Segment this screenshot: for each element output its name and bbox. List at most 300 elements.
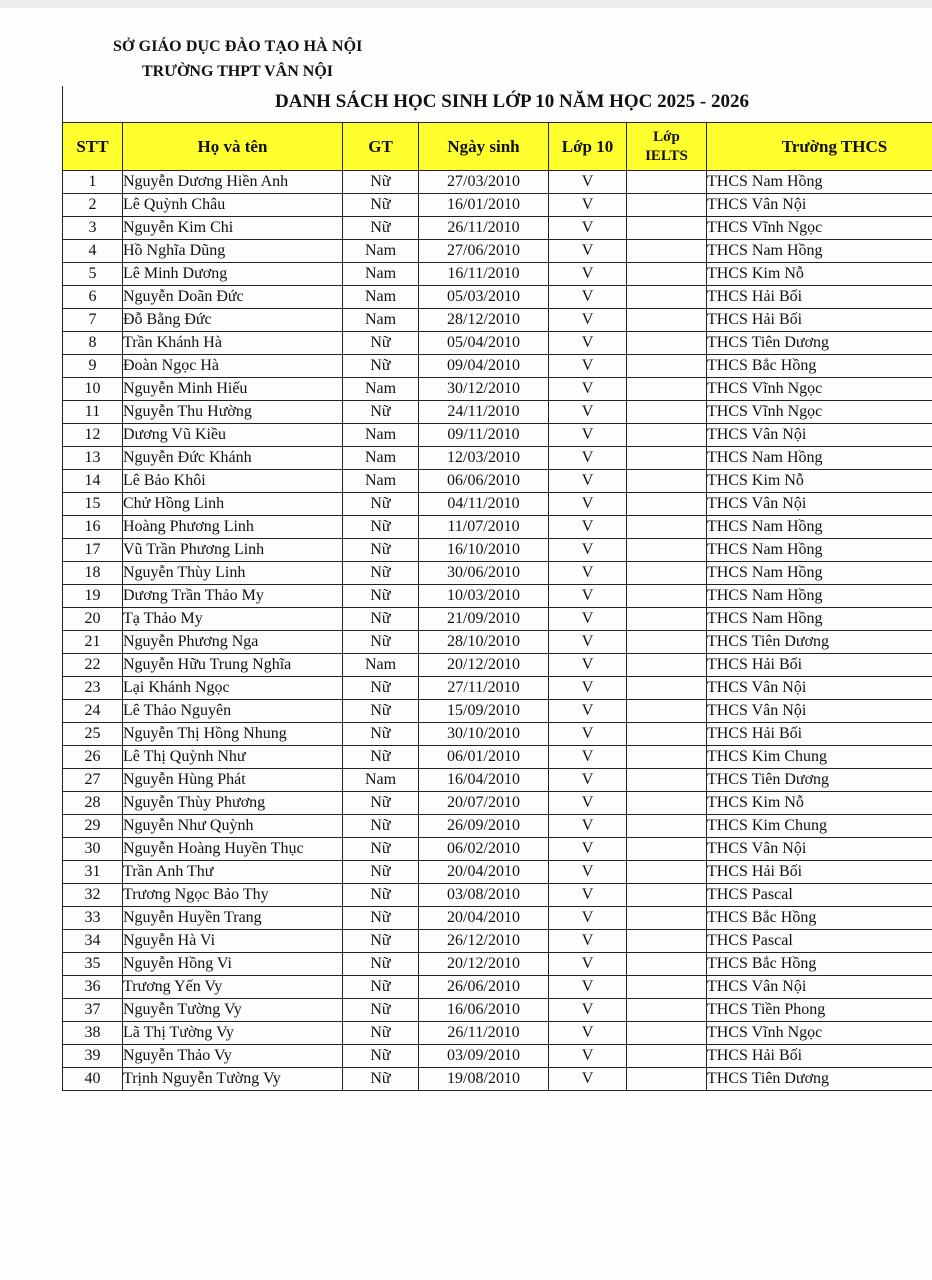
- cell-dob: 09/11/2010: [419, 424, 549, 447]
- cell-stt: 8: [63, 332, 123, 355]
- cell-stt: 20: [63, 608, 123, 631]
- cell-stt: 31: [63, 861, 123, 884]
- table-row: [63, 884, 932, 907]
- cell-school: THCS Tiên Dương: [707, 769, 932, 792]
- cell-school: THCS Pascal: [707, 930, 932, 953]
- col-stt: STT: [63, 123, 123, 171]
- cell-gender: Nam: [343, 470, 419, 493]
- cell-ielts: [627, 447, 707, 470]
- cell-school: THCS Nam Hồng: [707, 608, 932, 631]
- cell-name: Lê Thảo Nguyên: [123, 700, 343, 723]
- cell-dob: 26/11/2010: [419, 217, 549, 240]
- cell-dob: 16/04/2010: [419, 769, 549, 792]
- cell-grade10: V: [549, 723, 627, 746]
- cell-ielts: [627, 999, 707, 1022]
- cell-dob: 16/06/2010: [419, 999, 549, 1022]
- cell-gender: Nam: [343, 378, 419, 401]
- table-row: [63, 930, 932, 953]
- cell-grade10: V: [549, 355, 627, 378]
- cell-gender: Nữ: [343, 608, 419, 631]
- cell-stt: 36: [63, 976, 123, 999]
- cell-grade10: V: [549, 447, 627, 470]
- cell-school: THCS Kim Chung: [707, 746, 932, 769]
- cell-grade10: V: [549, 884, 627, 907]
- col-ielts-line1: Lớp: [653, 128, 680, 145]
- cell-grade10: V: [549, 861, 627, 884]
- cell-gender: Nữ: [343, 677, 419, 700]
- cell-dob: 06/01/2010: [419, 746, 549, 769]
- cell-name: Dương Trần Thảo My: [123, 585, 343, 608]
- cell-gender: Nam: [343, 769, 419, 792]
- school-name: TRƯỜNG THPT VÂN NỘI: [142, 63, 333, 80]
- table-row: [63, 309, 932, 332]
- cell-grade10: V: [549, 677, 627, 700]
- table-row: [63, 907, 932, 930]
- cell-stt: 12: [63, 424, 123, 447]
- cell-name: Trần Khánh Hà: [123, 332, 343, 355]
- cell-gender: Nữ: [343, 907, 419, 930]
- cell-school: THCS Nam Hồng: [707, 447, 932, 470]
- cell-name: Lê Thị Quỳnh Như: [123, 746, 343, 769]
- cell-ielts: [627, 424, 707, 447]
- organization-name: SỞ GIÁO DỤC ĐÀO TẠO HÀ NỘI: [113, 38, 363, 55]
- cell-school: THCS Nam Hồng: [707, 516, 932, 539]
- cell-grade10: V: [549, 516, 627, 539]
- col-dob: Ngày sinh: [419, 123, 549, 171]
- cell-stt: 6: [63, 286, 123, 309]
- cell-name: Hồ Nghĩa Dũng: [123, 240, 343, 263]
- cell-stt: 27: [63, 769, 123, 792]
- cell-gender: Nữ: [343, 631, 419, 654]
- col-ielts: [627, 123, 707, 171]
- cell-name: Nguyễn Hà Vi: [123, 930, 343, 953]
- cell-dob: 19/08/2010: [419, 1068, 549, 1091]
- cell-school: THCS Kim Nỗ: [707, 263, 932, 286]
- cell-grade10: V: [549, 1068, 627, 1091]
- cell-dob: 04/11/2010: [419, 493, 549, 516]
- cell-ielts: [627, 401, 707, 424]
- cell-name: Trương Ngọc Bảo Thy: [123, 884, 343, 907]
- cell-stt: 19: [63, 585, 123, 608]
- cell-school: THCS Tiên Dương: [707, 1068, 932, 1091]
- cell-dob: 26/09/2010: [419, 815, 549, 838]
- cell-name: Nguyễn Thị Hồng Nhung: [123, 723, 343, 746]
- cell-stt: 10: [63, 378, 123, 401]
- table-row: [63, 746, 932, 769]
- cell-school: THCS Hải Bối: [707, 861, 932, 884]
- cell-grade10: V: [549, 700, 627, 723]
- cell-name: Nguyễn Hoàng Huyền Thục: [123, 838, 343, 861]
- cell-school: THCS Nam Hồng: [707, 171, 932, 194]
- cell-grade10: V: [549, 608, 627, 631]
- cell-school: THCS Kim Chung: [707, 815, 932, 838]
- cell-ielts: [627, 884, 707, 907]
- table-row: [63, 861, 932, 884]
- cell-dob: 15/09/2010: [419, 700, 549, 723]
- cell-name: Hoàng Phương Linh: [123, 516, 343, 539]
- cell-school: THCS Vân Nội: [707, 194, 932, 217]
- cell-name: Nguyễn Thùy Linh: [123, 562, 343, 585]
- cell-grade10: V: [549, 1022, 627, 1045]
- cell-grade10: V: [549, 930, 627, 953]
- table-row: [63, 171, 932, 194]
- cell-gender: Nữ: [343, 171, 419, 194]
- col-school: Trường THCS: [707, 123, 932, 171]
- cell-stt: 7: [63, 309, 123, 332]
- cell-dob: 26/12/2010: [419, 930, 549, 953]
- cell-stt: 29: [63, 815, 123, 838]
- cell-school: THCS Nam Hồng: [707, 562, 932, 585]
- cell-ielts: [627, 723, 707, 746]
- cell-gender: Nữ: [343, 723, 419, 746]
- cell-grade10: V: [549, 585, 627, 608]
- cell-ielts: [627, 677, 707, 700]
- cell-dob: 05/03/2010: [419, 286, 549, 309]
- cell-dob: 06/06/2010: [419, 470, 549, 493]
- cell-dob: 10/03/2010: [419, 585, 549, 608]
- cell-gender: Nam: [343, 309, 419, 332]
- cell-grade10: V: [549, 263, 627, 286]
- table-row: [63, 700, 932, 723]
- cell-name: Nguyễn Đức Khánh: [123, 447, 343, 470]
- cell-stt: 40: [63, 1068, 123, 1091]
- cell-ielts: [627, 240, 707, 263]
- cell-ielts: [627, 516, 707, 539]
- student-roster-table: [62, 122, 932, 1091]
- cell-stt: 2: [63, 194, 123, 217]
- table-row: [63, 401, 932, 424]
- cell-name: Nguyễn Tường Vy: [123, 999, 343, 1022]
- cell-dob: 28/12/2010: [419, 309, 549, 332]
- cell-name: Lê Bảo Khôi: [123, 470, 343, 493]
- cell-gender: Nam: [343, 263, 419, 286]
- table-row: [63, 631, 932, 654]
- cell-stt: 37: [63, 999, 123, 1022]
- cell-school: THCS Kim Nỗ: [707, 470, 932, 493]
- cell-name: Lại Khánh Ngọc: [123, 677, 343, 700]
- table-row: [63, 424, 932, 447]
- cell-dob: 26/11/2010: [419, 1022, 549, 1045]
- cell-stt: 24: [63, 700, 123, 723]
- cell-dob: 27/03/2010: [419, 171, 549, 194]
- cell-school: THCS Hải Bối: [707, 723, 932, 746]
- cell-school: THCS Vân Nội: [707, 424, 932, 447]
- cell-ielts: [627, 562, 707, 585]
- cell-school: THCS Vĩnh Ngọc: [707, 217, 932, 240]
- cell-stt: 14: [63, 470, 123, 493]
- cell-gender: Nữ: [343, 1045, 419, 1068]
- cell-ielts: [627, 378, 707, 401]
- cell-grade10: V: [549, 240, 627, 263]
- table-row: [63, 378, 932, 401]
- table-row: [63, 539, 932, 562]
- cell-school: THCS Vân Nội: [707, 677, 932, 700]
- cell-grade10: V: [549, 953, 627, 976]
- cell-ielts: [627, 309, 707, 332]
- cell-grade10: V: [549, 746, 627, 769]
- cell-school: THCS Hải Bối: [707, 1045, 932, 1068]
- cell-dob: 20/04/2010: [419, 907, 549, 930]
- cell-ielts: [627, 861, 707, 884]
- cell-school: THCS Vân Nội: [707, 976, 932, 999]
- cell-grade10: V: [549, 654, 627, 677]
- cell-stt: 32: [63, 884, 123, 907]
- cell-ielts: [627, 953, 707, 976]
- cell-name: Nguyễn Huyền Trang: [123, 907, 343, 930]
- cell-dob: 20/07/2010: [419, 792, 549, 815]
- cell-gender: Nam: [343, 654, 419, 677]
- cell-name: Lê Quỳnh Châu: [123, 194, 343, 217]
- cell-gender: Nữ: [343, 332, 419, 355]
- cell-gender: Nữ: [343, 401, 419, 424]
- cell-stt: 22: [63, 654, 123, 677]
- cell-stt: 30: [63, 838, 123, 861]
- header-row: [63, 123, 932, 171]
- cell-name: Nguyễn Như Quỳnh: [123, 815, 343, 838]
- table-row: [63, 1022, 932, 1045]
- cell-stt: 17: [63, 539, 123, 562]
- cell-ielts: [627, 654, 707, 677]
- table-row: [63, 1045, 932, 1068]
- cell-gender: Nữ: [343, 1068, 419, 1091]
- cell-name: Lê Minh Dương: [123, 263, 343, 286]
- cell-grade10: V: [549, 378, 627, 401]
- cell-stt: 3: [63, 217, 123, 240]
- table-row: [63, 976, 932, 999]
- cell-gender: Nam: [343, 286, 419, 309]
- cell-stt: 39: [63, 1045, 123, 1068]
- cell-name: Nguyễn Dương Hiền Anh: [123, 171, 343, 194]
- cell-grade10: V: [549, 194, 627, 217]
- table-row: [63, 815, 932, 838]
- table-row: [63, 677, 932, 700]
- cell-stt: 1: [63, 171, 123, 194]
- cell-dob: 12/03/2010: [419, 447, 549, 470]
- top-strip: [0, 0, 932, 8]
- table-row: [63, 953, 932, 976]
- table-row: [63, 355, 932, 378]
- cell-ielts: [627, 700, 707, 723]
- cell-gender: Nữ: [343, 792, 419, 815]
- cell-school: THCS Hải Bối: [707, 286, 932, 309]
- cell-stt: 18: [63, 562, 123, 585]
- table-row: [63, 999, 932, 1022]
- cell-stt: 38: [63, 1022, 123, 1045]
- cell-dob: 20/12/2010: [419, 953, 549, 976]
- cell-dob: 24/11/2010: [419, 401, 549, 424]
- cell-ielts: [627, 355, 707, 378]
- table-row: [63, 585, 932, 608]
- cell-grade10: V: [549, 976, 627, 999]
- cell-gender: Nữ: [343, 1022, 419, 1045]
- cell-gender: Nữ: [343, 355, 419, 378]
- cell-dob: 20/04/2010: [419, 861, 549, 884]
- roster-body: [63, 171, 932, 1091]
- cell-dob: 30/06/2010: [419, 562, 549, 585]
- cell-school: THCS Pascal: [707, 884, 932, 907]
- table-row: [63, 562, 932, 585]
- cell-dob: 06/02/2010: [419, 838, 549, 861]
- cell-gender: Nữ: [343, 815, 419, 838]
- cell-dob: 09/04/2010: [419, 355, 549, 378]
- cell-ielts: [627, 263, 707, 286]
- cell-gender: Nữ: [343, 999, 419, 1022]
- cell-grade10: V: [549, 493, 627, 516]
- cell-stt: 21: [63, 631, 123, 654]
- table-row: [63, 286, 932, 309]
- cell-grade10: V: [549, 470, 627, 493]
- cell-ielts: [627, 1068, 707, 1091]
- col-name: Họ và tên: [123, 123, 343, 171]
- cell-grade10: V: [549, 815, 627, 838]
- cell-grade10: V: [549, 907, 627, 930]
- table-row: [63, 792, 932, 815]
- cell-ielts: [627, 1022, 707, 1045]
- cell-dob: 20/12/2010: [419, 654, 549, 677]
- cell-ielts: [627, 769, 707, 792]
- table-row: [63, 240, 932, 263]
- cell-school: THCS Tiên Dương: [707, 631, 932, 654]
- cell-school: THCS Nam Hồng: [707, 585, 932, 608]
- cell-name: Chử Hồng Linh: [123, 493, 343, 516]
- cell-name: Nguyễn Minh Hiếu: [123, 378, 343, 401]
- cell-ielts: [627, 1045, 707, 1068]
- cell-ielts: [627, 631, 707, 654]
- cell-school: THCS Nam Hồng: [707, 539, 932, 562]
- cell-name: Vũ Trần Phương Linh: [123, 539, 343, 562]
- document-title: DANH SÁCH HỌC SINH LỚP 10 NĂM HỌC 2025 - 2026: [275, 91, 749, 112]
- cell-dob: 27/06/2010: [419, 240, 549, 263]
- cell-school: THCS Vân Nội: [707, 493, 932, 516]
- cell-name: Đỗ Bằng Đức: [123, 309, 343, 332]
- cell-name: Nguyễn Thu Hường: [123, 401, 343, 424]
- cell-stt: 4: [63, 240, 123, 263]
- cell-dob: 27/11/2010: [419, 677, 549, 700]
- cell-stt: 11: [63, 401, 123, 424]
- cell-ielts: [627, 746, 707, 769]
- cell-grade10: V: [549, 999, 627, 1022]
- cell-stt: 15: [63, 493, 123, 516]
- table-row: [63, 493, 932, 516]
- cell-school: THCS Vĩnh Ngọc: [707, 1022, 932, 1045]
- cell-ielts: [627, 332, 707, 355]
- cell-dob: 03/09/2010: [419, 1045, 549, 1068]
- cell-school: THCS Vĩnh Ngọc: [707, 378, 932, 401]
- cell-gender: Nam: [343, 424, 419, 447]
- cell-name: Nguyễn Kim Chi: [123, 217, 343, 240]
- cell-grade10: V: [549, 792, 627, 815]
- cell-dob: 30/10/2010: [419, 723, 549, 746]
- cell-ielts: [627, 930, 707, 953]
- cell-stt: 5: [63, 263, 123, 286]
- cell-ielts: [627, 815, 707, 838]
- cell-dob: 28/10/2010: [419, 631, 549, 654]
- cell-school: THCS Bắc Hồng: [707, 355, 932, 378]
- col-grade10: Lớp 10: [549, 123, 627, 171]
- cell-grade10: V: [549, 217, 627, 240]
- cell-grade10: V: [549, 332, 627, 355]
- cell-grade10: V: [549, 562, 627, 585]
- table-row: [63, 838, 932, 861]
- cell-grade10: V: [549, 286, 627, 309]
- cell-dob: 26/06/2010: [419, 976, 549, 999]
- cell-ielts: [627, 976, 707, 999]
- cell-gender: Nữ: [343, 746, 419, 769]
- cell-name: Nguyễn Phương Nga: [123, 631, 343, 654]
- cell-name: Nguyễn Hữu Trung Nghĩa: [123, 654, 343, 677]
- table-row: [63, 654, 932, 677]
- cell-grade10: V: [549, 401, 627, 424]
- cell-name: Nguyễn Thảo Vy: [123, 1045, 343, 1068]
- cell-gender: Nữ: [343, 493, 419, 516]
- cell-gender: Nữ: [343, 838, 419, 861]
- cell-stt: 23: [63, 677, 123, 700]
- table-row: [63, 723, 932, 746]
- table-row: [63, 217, 932, 240]
- cell-gender: Nữ: [343, 194, 419, 217]
- cell-school: THCS Bắc Hồng: [707, 907, 932, 930]
- cell-stt: 13: [63, 447, 123, 470]
- col-ielts-line2: IELTS: [645, 147, 688, 164]
- cell-grade10: V: [549, 838, 627, 861]
- table-row: [63, 194, 932, 217]
- cell-stt: 35: [63, 953, 123, 976]
- table-row: [63, 332, 932, 355]
- cell-gender: Nam: [343, 240, 419, 263]
- cell-name: Dương Vũ Kiều: [123, 424, 343, 447]
- cell-dob: 11/07/2010: [419, 516, 549, 539]
- cell-stt: 33: [63, 907, 123, 930]
- cell-school: THCS Vân Nội: [707, 838, 932, 861]
- cell-grade10: V: [549, 424, 627, 447]
- cell-gender: Nữ: [343, 861, 419, 884]
- cell-grade10: V: [549, 171, 627, 194]
- cell-dob: 30/12/2010: [419, 378, 549, 401]
- cell-gender: Nam: [343, 447, 419, 470]
- cell-ielts: [627, 608, 707, 631]
- table-row: [63, 516, 932, 539]
- cell-name: Trần Anh Thư: [123, 861, 343, 884]
- cell-gender: Nữ: [343, 539, 419, 562]
- cell-name: Trịnh Nguyễn Tường Vy: [123, 1068, 343, 1091]
- cell-name: Nguyễn Hùng Phát: [123, 769, 343, 792]
- cell-stt: 34: [63, 930, 123, 953]
- cell-name: Đoàn Ngọc Hà: [123, 355, 343, 378]
- cell-school: THCS Tiền Phong: [707, 999, 932, 1022]
- cell-name: Nguyễn Thùy Phương: [123, 792, 343, 815]
- cell-grade10: V: [549, 631, 627, 654]
- cell-gender: Nữ: [343, 930, 419, 953]
- cell-dob: 16/10/2010: [419, 539, 549, 562]
- cell-stt: 25: [63, 723, 123, 746]
- cell-gender: Nữ: [343, 976, 419, 999]
- cell-name: Lã Thị Tường Vy: [123, 1022, 343, 1045]
- cell-gender: Nữ: [343, 700, 419, 723]
- cell-name: Nguyễn Doãn Đức: [123, 286, 343, 309]
- cell-dob: 21/09/2010: [419, 608, 549, 631]
- cell-dob: 16/01/2010: [419, 194, 549, 217]
- cell-gender: Nữ: [343, 953, 419, 976]
- cell-school: THCS Kim Nỗ: [707, 792, 932, 815]
- cell-gender: Nữ: [343, 562, 419, 585]
- cell-ielts: [627, 194, 707, 217]
- cell-dob: 05/04/2010: [419, 332, 549, 355]
- cell-ielts: [627, 907, 707, 930]
- table-row: [63, 263, 932, 286]
- cell-school: THCS Hải Bối: [707, 654, 932, 677]
- cell-ielts: [627, 838, 707, 861]
- table-row: [63, 608, 932, 631]
